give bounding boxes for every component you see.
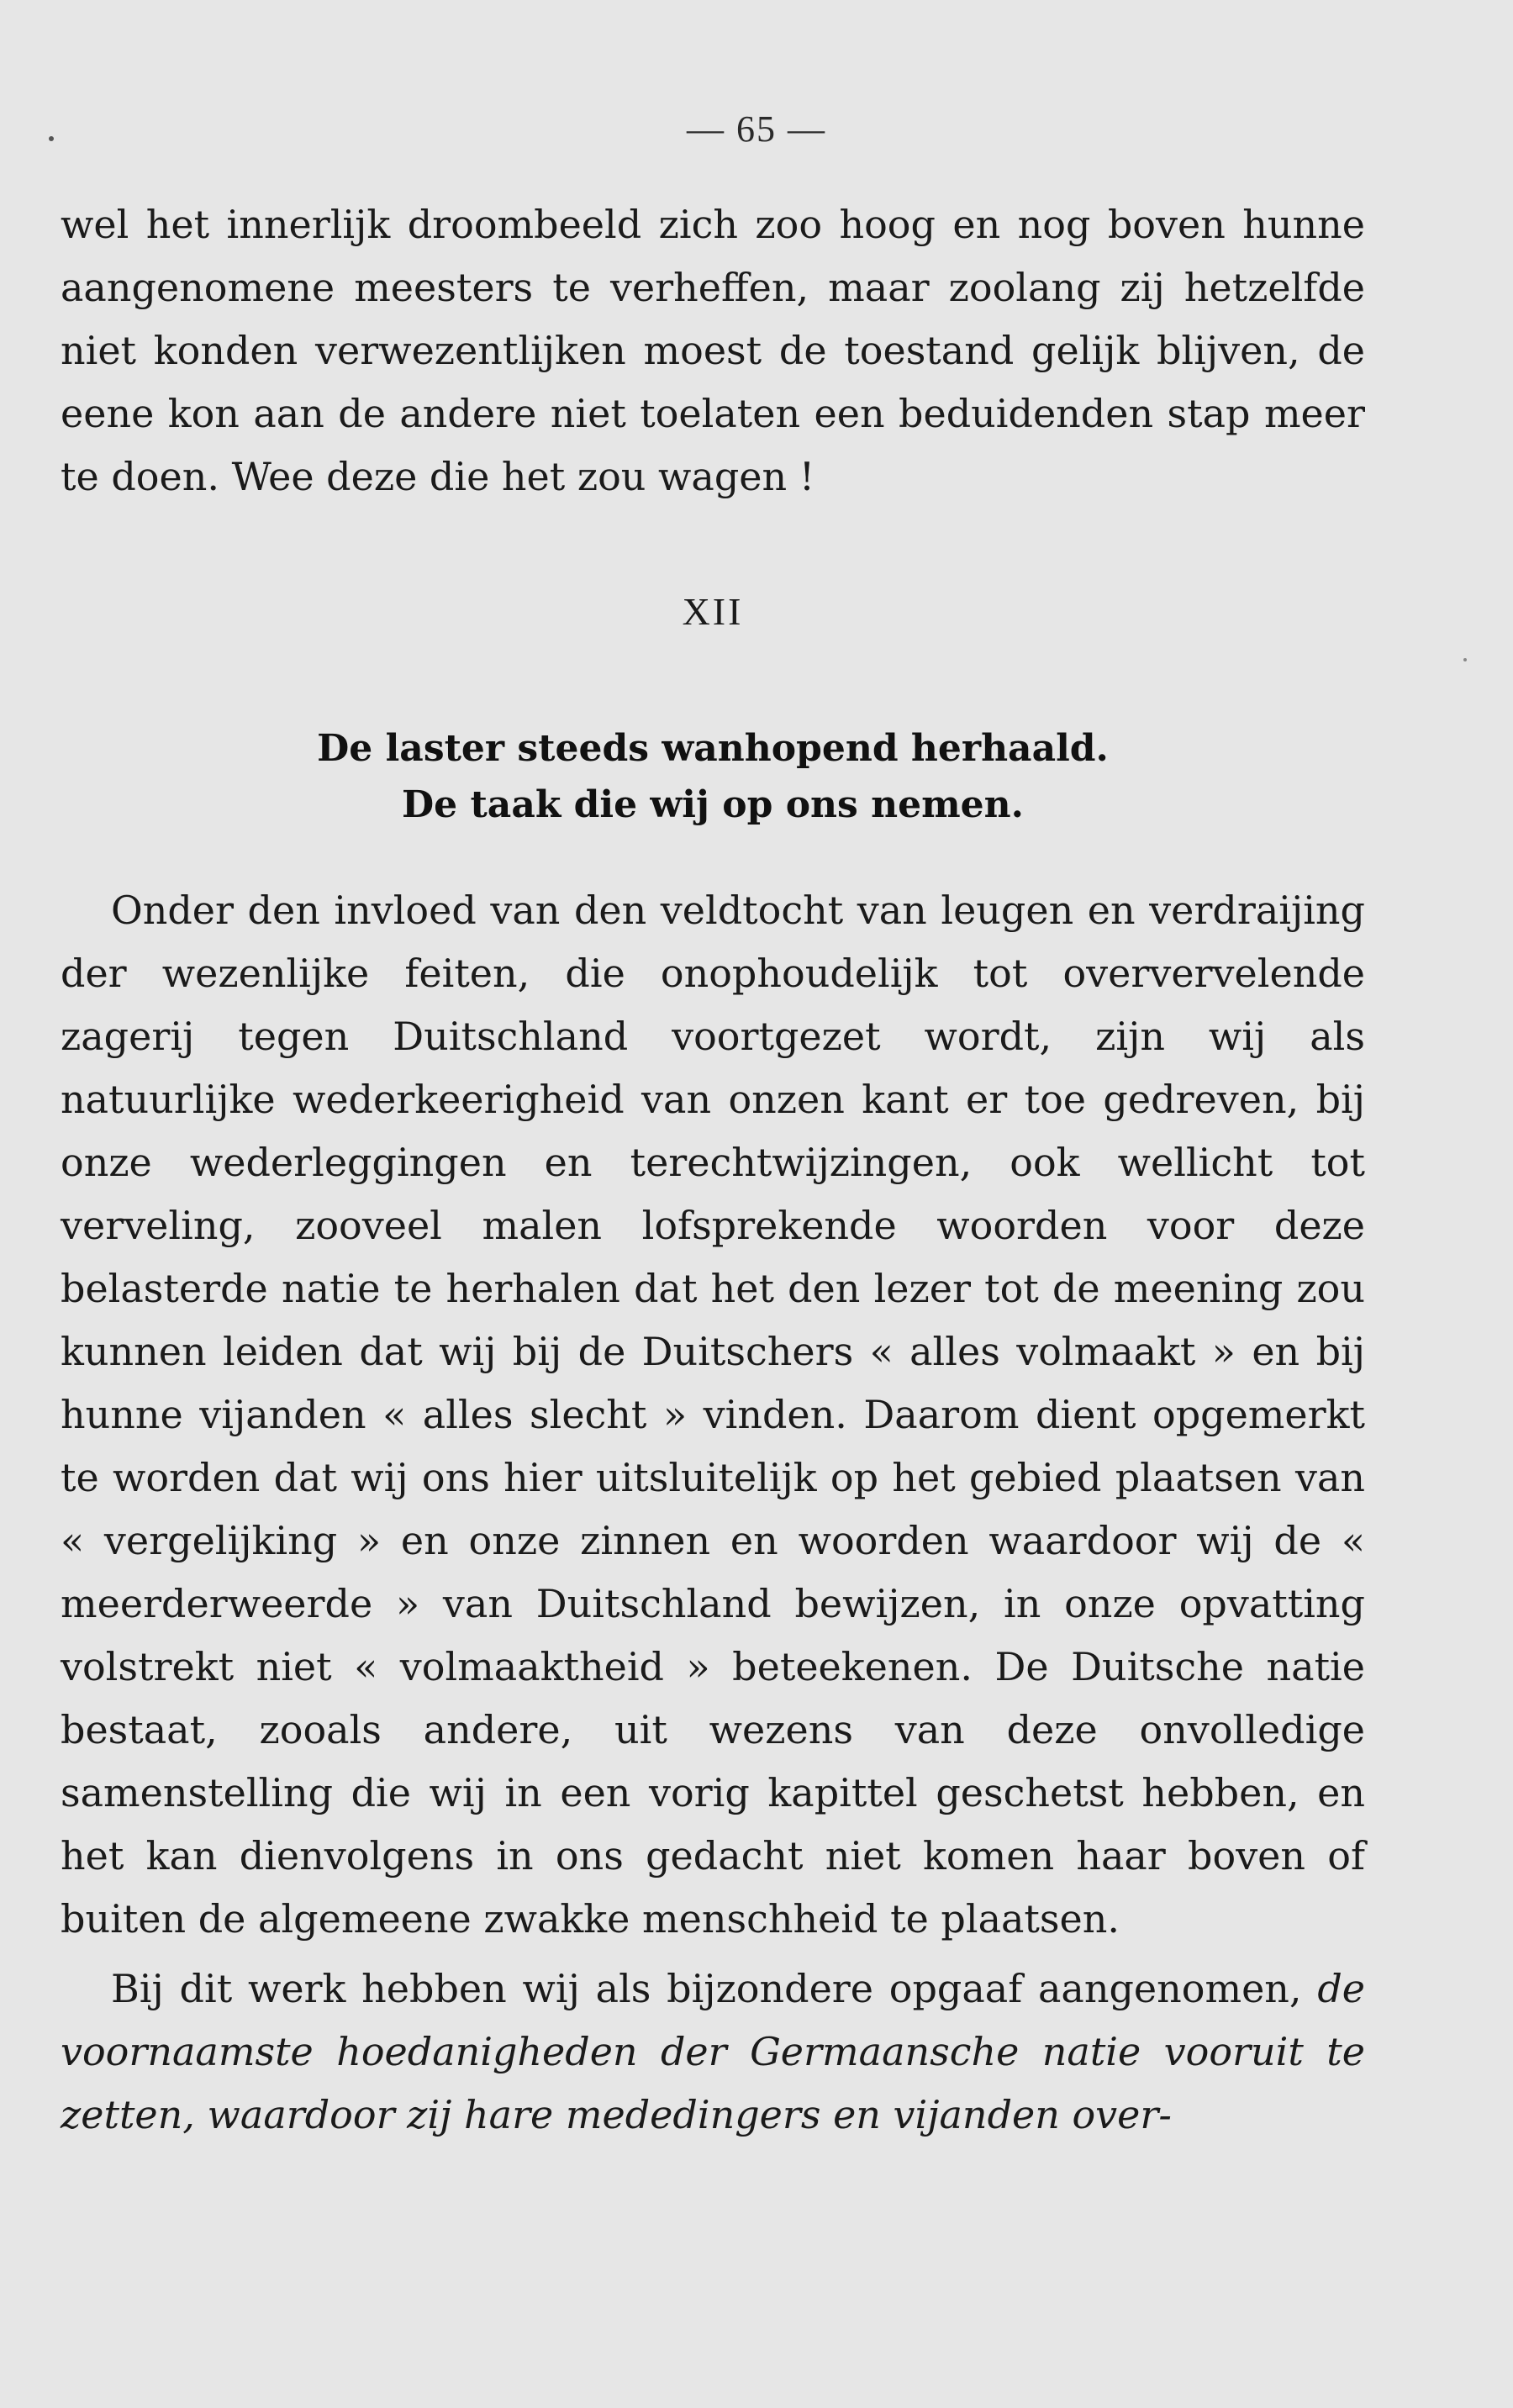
paragraph-last-roman: Bij dit werk hebben wij als bijzondere opgaaf aangenomen, bbox=[111, 1966, 1302, 2011]
paragraph-last bbox=[61, 1957, 1365, 2147]
paragraph-body: Onder den invloed van den veldtocht van leugen en verdraijing der wezenlijke feiten, die onophoudelijk tot oververvelende zagerij tegen Duitschland voortgezet wordt, zijn wij als natuurlijke wederkeerigheid van onzen kant er toe gedreven, bij onze wederleggingen en terechtwijzingen, ook wellicht tot verveling, zooveel malen lofsprekende woorden voor deze belasterde natie te herhalen dat het den lezer tot de meening zou kunnen leiden dat wij bij de Duitschers « alles volmaakt » en bij hunne vijanden « alles slecht » vinden. Daarom dient opgemerkt te worden dat wij ons hier uitsluitelijk op het gebied plaatsen van « vergelijking » en onze zinnen en woorden waardoor wij de « meerderweerde » van Duitschland bewijzen, in onze opvatting volstrekt niet « volmaaktheid » beteekenen. De Duitsche natie bestaat, zooals andere, uit wezens van deze onvolledige samenstelling die wij in een vorig kapittel geschetst hebben, en het kan dienvolgens in ons gedacht niet komen haar boven of buiten de algemeene zwakke menschheid te plaatsen. bbox=[61, 888, 1365, 1942]
chapter-number: XII bbox=[682, 590, 744, 633]
chapter-subtitle-line1: De laster steeds wanhopend herhaald. bbox=[317, 727, 1109, 770]
chapter-subtitle-line2: De taak die wij op ons nemen. bbox=[402, 783, 1024, 826]
paragraph-continued: wel het innerlijk droombeeld zich zoo hoog en nog boven hunne aangenomene meesters te verheffen, maar zoolang zij hetzelfde niet konden verwezentlijken moest de toestand gelijk blijven, de eene kon aan de andere niet toelaten een beduidenden stap meer te doen. Wee deze die het zou wagen ! bbox=[61, 202, 1365, 499]
chapter-subtitle bbox=[61, 720, 1365, 833]
page-number: — 65 — bbox=[687, 108, 826, 150]
text-column bbox=[61, 193, 1365, 2147]
ink-speck bbox=[1463, 658, 1467, 661]
paragraph-last-italic: de voornaamste hoedanigheden der Germaansche natie vooruit te zetten, waardoor zij hare mededingers en vijanden over- bbox=[61, 1966, 1365, 2137]
